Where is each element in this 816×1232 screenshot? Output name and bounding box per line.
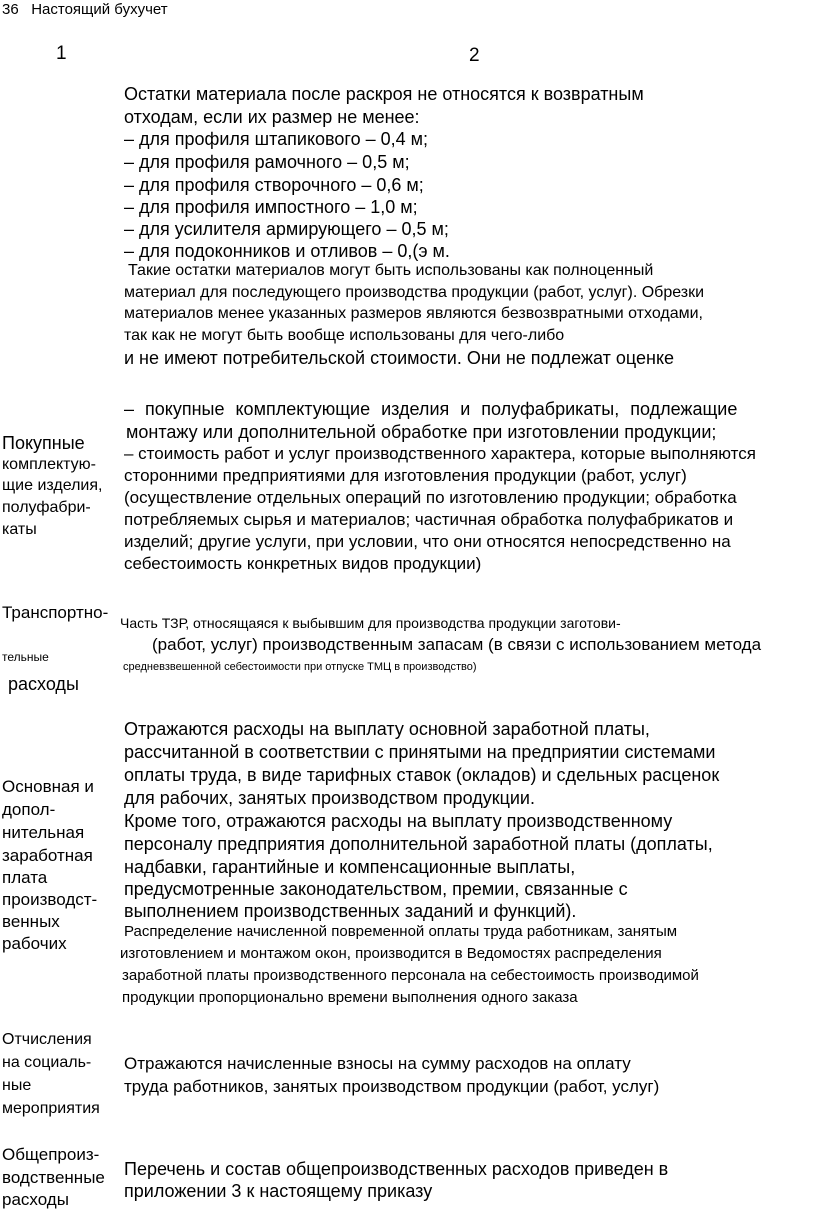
label-line: Основная и: [2, 777, 94, 796]
text-line: изготовлением и монтажом окон, производится в Ведомостях распределения: [120, 945, 662, 962]
label-line: щие изделия,: [2, 477, 103, 494]
text-line: материал для последующего производства продукции (работ, услуг). Обрезки: [124, 284, 705, 301]
text-line: и не имеют потребительской стоимости. Они не подлежат оценке: [124, 348, 675, 368]
text-line: – для профиля створочного – 0,6 м;: [124, 175, 424, 195]
label-line: Отчисления: [2, 1031, 92, 1048]
label-line: Транспортно-: [2, 603, 109, 622]
label-line: допол-: [2, 800, 56, 819]
text-line: материалов менее указанных размеров являются безвозвратными отходами,: [124, 305, 703, 322]
text-line: труда работников, занятых производством продукции (работ, услуг): [124, 1077, 660, 1096]
text-line: – для профиля штапикового – 0,4 м;: [124, 129, 428, 149]
text-line: – стоимость работ и услуг производственного характера, которые выполняются: [124, 444, 756, 463]
text-line: персоналу предприятия дополнительной заработной платы (доплаты,: [124, 834, 713, 854]
label-line: комплектую-: [2, 456, 96, 473]
label-line: производст-: [2, 890, 98, 909]
text-line: (работ, услуг) производственным запасам (в связи с использованием метода: [152, 635, 762, 654]
text-line: – покупные комплектующие изделия и полуфабрикаты, подлежащие: [124, 399, 738, 419]
label-line: полуфабри-: [2, 499, 91, 516]
text-line: Такие остатки материалов могут быть использованы как полноценный: [128, 262, 654, 279]
label-line: рабочих: [2, 934, 67, 953]
text-line: приложении 3 к настоящему приказу: [124, 1181, 433, 1201]
text-line: Отражаются расходы на выплату основной заработной платы,: [124, 719, 650, 739]
text-line: – для профиля рамочного – 0,5 м;: [124, 152, 410, 172]
text-line: Перечень и состав общепроизводственных расходов приведен в: [124, 1159, 669, 1179]
label-line: плата: [2, 868, 48, 887]
text-line: монтажу или дополнительной обработке при изготовлении продукции;: [126, 422, 717, 442]
label-line: венных: [2, 912, 60, 931]
label-line: водственные: [2, 1168, 105, 1187]
label-line: мероприятия: [2, 1100, 100, 1117]
text-line: оплаты труда, в виде тарифных ставок (окладов) и сдельных расценок: [124, 765, 720, 785]
label-line: на социаль-: [2, 1054, 92, 1071]
text-line: себестоимость конкретных видов продукции): [124, 554, 482, 573]
text-line: выполнением производственных заданий и функций).: [124, 901, 577, 921]
text-line: надбавки, гарантийные и компенсационные выплаты,: [124, 857, 576, 877]
text-line: Кроме того, отражаются расходы на выплату производственному: [124, 811, 673, 831]
label-line: тельные: [2, 650, 49, 664]
text-line: продукции пропорционально времени выполнения одного заказа: [122, 989, 578, 1006]
text-line: Часть ТЗР, относящаяся к выбывшим для производства продукции заготови-: [120, 615, 621, 631]
text-line: рассчитанной в соответствии с принятыми на предприятии системами: [124, 742, 716, 762]
label-line: Общепроиз-: [2, 1145, 100, 1164]
text-line: – для профиля импостного – 1,0 м;: [124, 197, 418, 217]
text-line: заработной платы производственного персонала на себестоимость производимой: [122, 967, 699, 984]
text-line: сторонними предприятиями для изготовления продукции (работ, услуг): [124, 466, 687, 485]
text-line: (осуществление отдельных операций по изготовлению продукции; обработка: [124, 488, 737, 507]
label-line: ные: [2, 1077, 32, 1094]
label-line: расходы: [8, 674, 79, 694]
text-line: потребляемых сырья и материалов; частичная обработка полуфабрикатов и: [124, 510, 734, 529]
text-line: средневзвешенной себестоимости при отпуске ТМЦ в производство): [123, 661, 477, 673]
label-line: Покупные: [2, 433, 85, 453]
journal-title: Настоящий бухучет: [31, 1, 168, 18]
text-line: – для усилителя армирующего – 0,5 м;: [124, 219, 449, 239]
column-number-2: 2: [469, 45, 480, 66]
page-number: 36: [2, 1, 19, 18]
text-line: Отражаются начисленные взносы на сумму расходов на оплату: [124, 1054, 631, 1073]
text-line: для рабочих, занятых производством продукции.: [124, 788, 535, 808]
column-number-1: 1: [56, 43, 67, 64]
label-line: заработная: [2, 846, 93, 865]
page-header: [2, 1, 168, 18]
text-line: Распределение начисленной повременной оплаты труда работникам, занятым: [124, 923, 678, 940]
text-line: предусмотренные законодательством, премии, связанные с: [124, 879, 628, 899]
text-line: изделий; другие услуги, при условии, что они относятся непосредственно на: [124, 532, 731, 551]
label-line: каты: [2, 521, 37, 538]
text-line: Остатки материала после раскроя не относятся к возвратным: [124, 84, 644, 104]
text-line: – для подоконников и отливов – 0,(э м.: [124, 241, 450, 261]
label-line: расходы: [2, 1190, 69, 1209]
text-line: отходам, если их размер не менее:: [124, 107, 420, 127]
text-line: так как не могут быть вообще использованы для чего-либо: [124, 327, 565, 344]
label-line: нительная: [2, 823, 85, 842]
